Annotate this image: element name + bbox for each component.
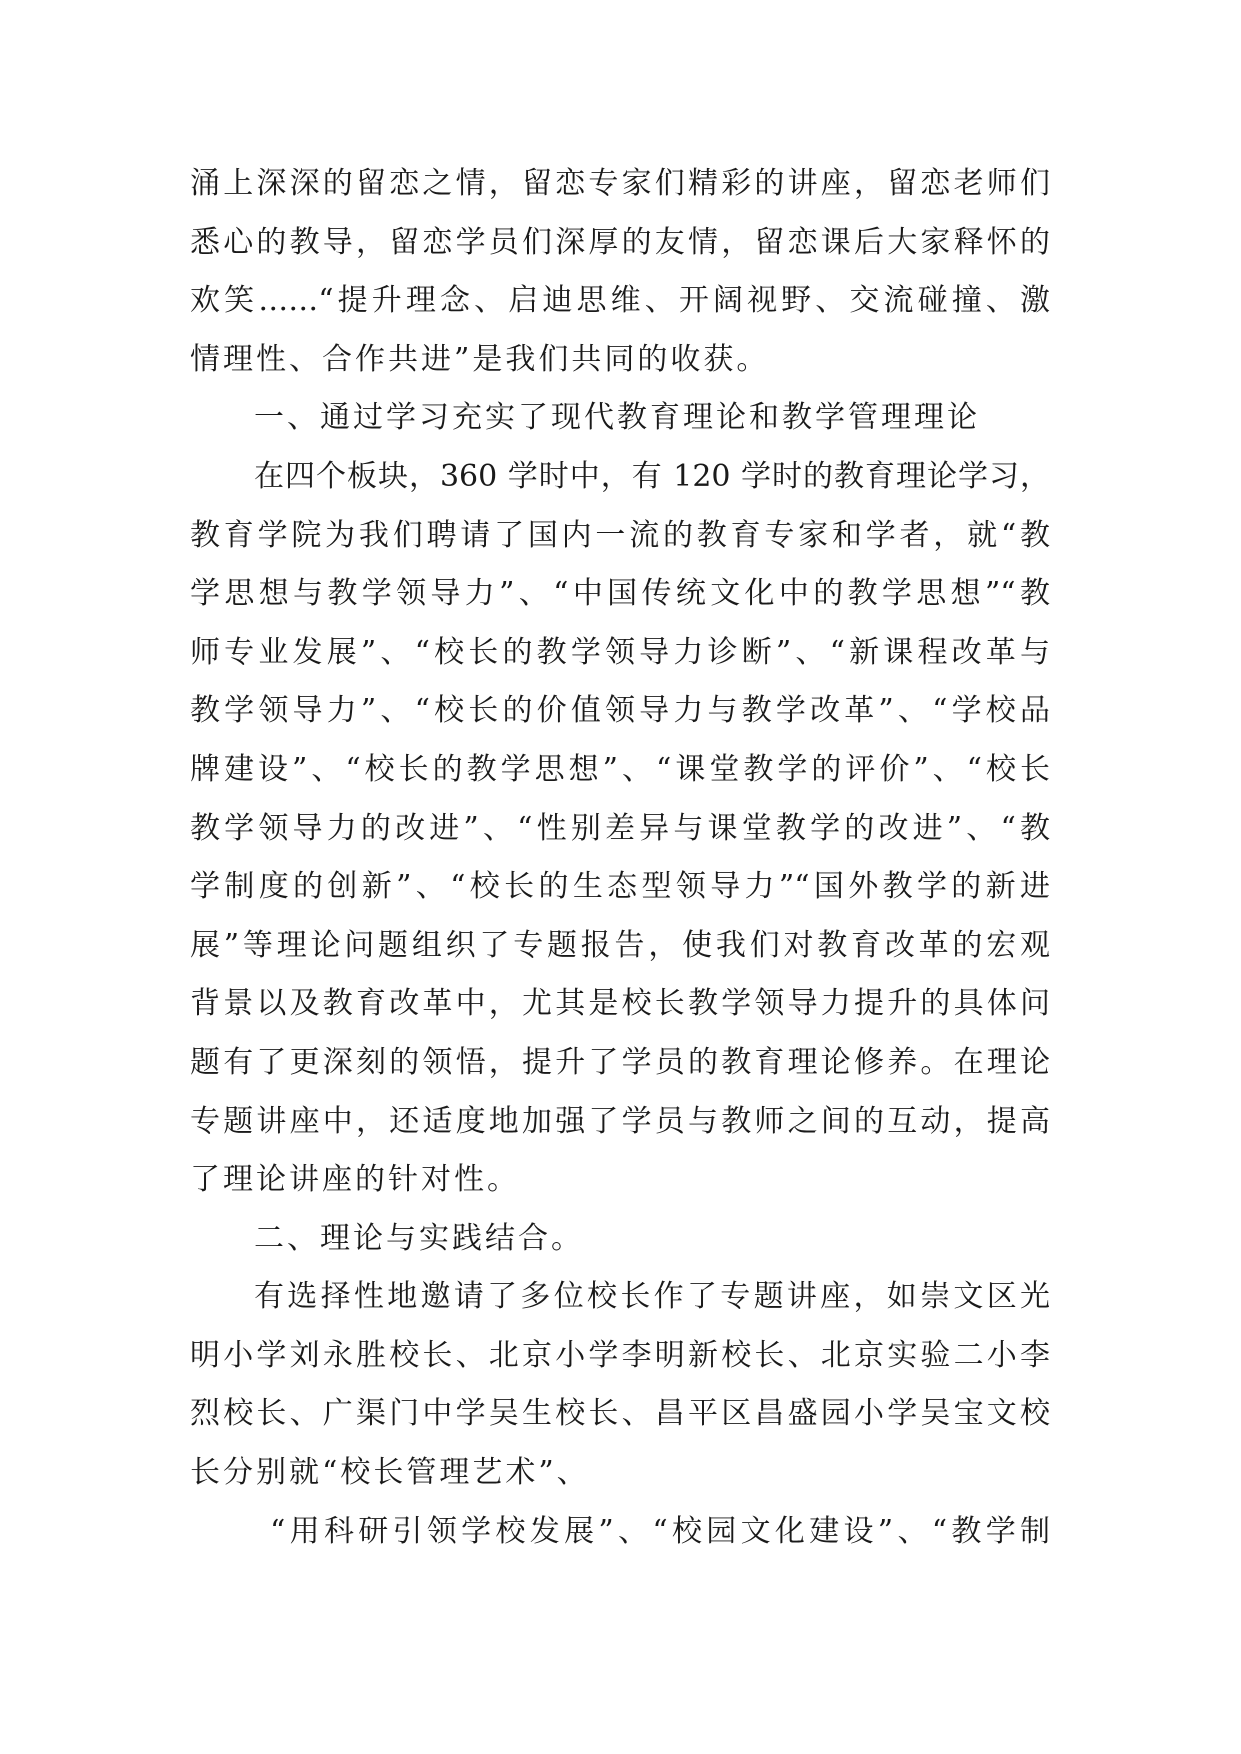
- text-line: 教育学院为我们聘请了国内一流的教育专家和学者，就“教: [190, 517, 1050, 553]
- text-line: 有选择性地邀请了多位校长作了专题讲座，如崇文区光: [254, 1279, 1050, 1315]
- text-line: 烈校长、广渠门中学吴生校长、昌平区昌盛园小学吴宝文校: [190, 1396, 1050, 1432]
- text-line: 展”等理论问题组织了专题报告，使我们对教育改革的宏观: [190, 927, 1050, 963]
- text-line: 长分别就“校长管理艺术”、: [190, 1455, 590, 1491]
- text-line: “用科研引领学校发展”、“校园文化建设”、“教学制: [270, 1513, 1050, 1549]
- text-line: 学思想与教学领导力”、“中国传统文化中的教学思想”“教: [190, 576, 1050, 612]
- text-line: 专题讲座中，还适度地加强了学员与教师之间的互动，提高: [190, 1103, 1050, 1139]
- section-heading: 一、通过学习充实了现代教育理论和教学管理理论: [254, 400, 980, 436]
- document-body: [190, 155, 1050, 1561]
- text-line: 牌建设”、“校长的教学思想”、“课堂教学的评价”、“校长: [190, 751, 1050, 787]
- text-line: 学制度的创新”、“校长的生态型领导力”“国外教学的新进: [190, 869, 1050, 905]
- text-line: 在四个板块，360 学时中，有 120 学时的教育理论学习，: [254, 458, 1050, 494]
- text-line: 教学领导力的改进”、“性别差异与课堂教学的改进”、“教: [190, 810, 1050, 846]
- text-line: 题有了更深刻的领悟，提升了学员的教育理论修养。在理论: [190, 1044, 1050, 1080]
- section-heading: 二、理论与实践结合。: [254, 1220, 584, 1256]
- text-line: 了理论讲座的针对性。: [190, 1162, 520, 1198]
- text-line: 明小学刘永胜校长、北京小学李明新校长、北京实验二小李: [190, 1337, 1050, 1373]
- text-line: 教学领导力”、“校长的价值领导力与教学改革”、“学校品: [190, 693, 1050, 729]
- text-line: 悉心的教导，留恋学员们深厚的友情，留恋课后大家释怀的: [190, 224, 1050, 260]
- text-line: 情理性、合作共进”是我们共同的收获。: [190, 341, 770, 377]
- text-line: 背景以及教育改革中，尤其是校长教学领导力提升的具体问: [190, 986, 1050, 1022]
- text-line: 涌上深深的留恋之情，留恋专家们精彩的讲座，留恋老师们: [190, 166, 1050, 201]
- text-line: 欢笑……“提升理念、启迪思维、开阔视野、交流碰撞、激: [190, 283, 1050, 319]
- text-line: 师专业发展”、“校长的教学领导力诊断”、“新课程改革与: [190, 634, 1050, 670]
